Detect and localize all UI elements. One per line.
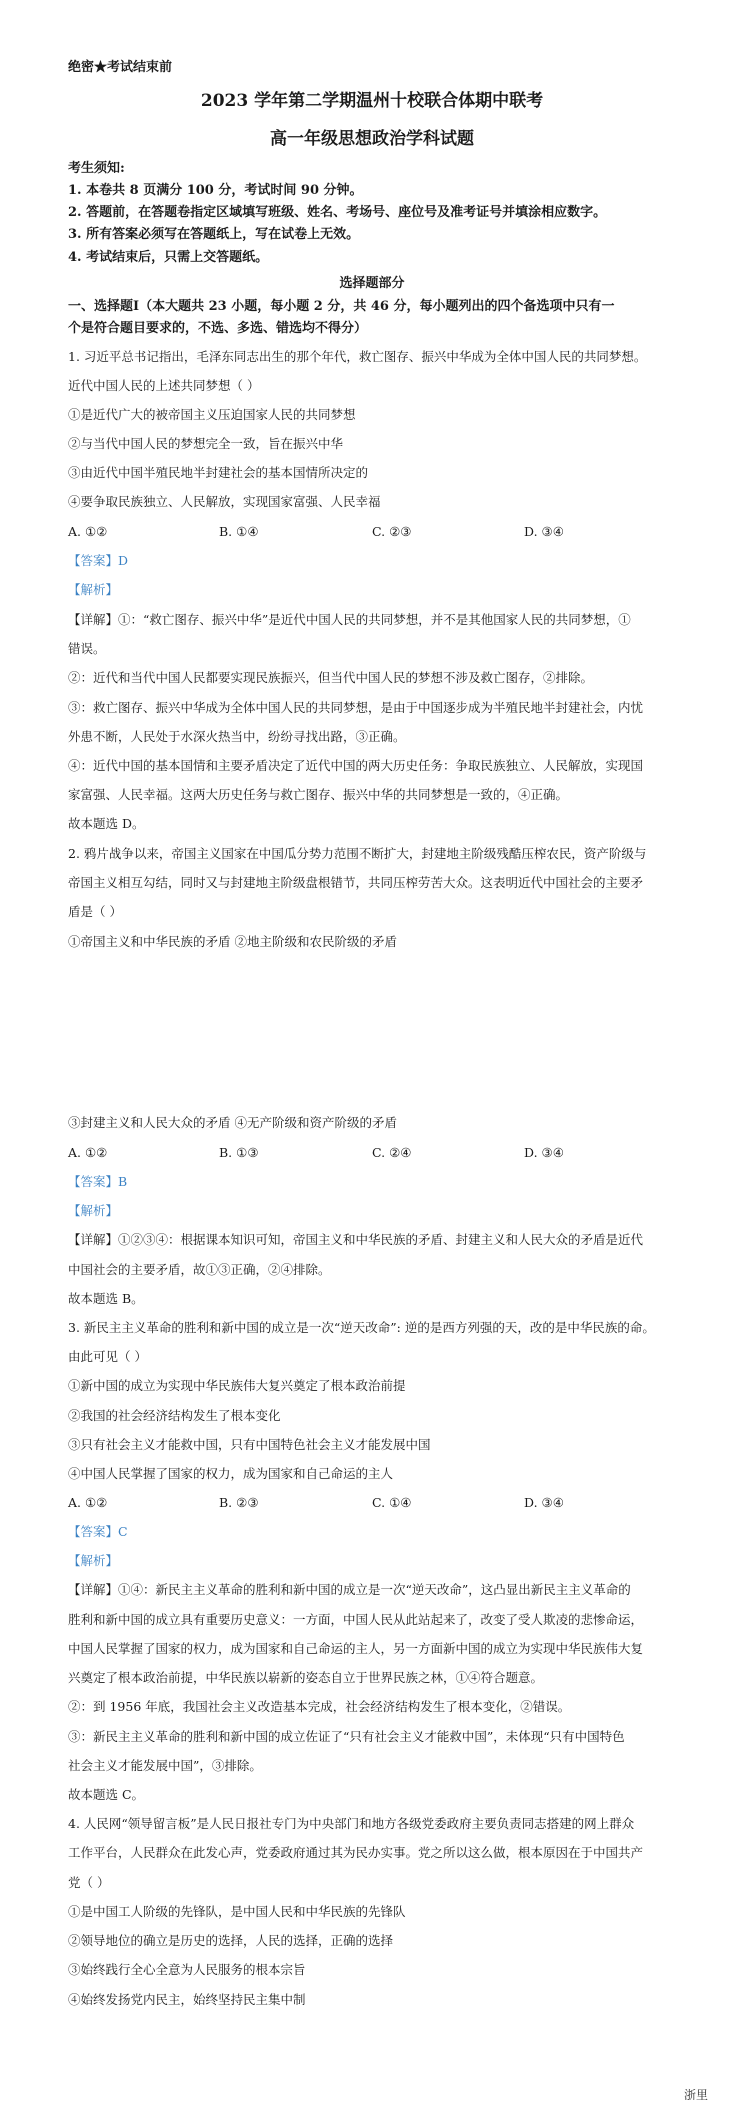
section-title: 选择题部分 [339, 276, 405, 291]
option-a: A. ①② [68, 1145, 108, 1160]
analysis-label: 【解析】 [68, 1203, 119, 1218]
explanation-line: 错误。 [68, 641, 106, 656]
option-b: B. ①④ [219, 524, 259, 539]
explanation-line: 家富强、人民幸福。这两大历史任务与救亡图存、振兴中华的共同梦想是一致的，④正确。 [68, 787, 569, 802]
statement: ④中国人民掌握了国家的权力，成为国家和自己命运的主人 [68, 1466, 394, 1481]
exam-subtitle: 高一年级思想政治学科试题 [270, 129, 474, 149]
question-stem: 党（ ） [68, 1875, 110, 1890]
explanation-line: 兴奠定了根本政治前提，中华民族以崭新的姿态自立于世界民族之林，①④符合题意。 [68, 1670, 544, 1685]
question-stem: 盾是（ ） [68, 904, 122, 919]
question-stem: 近代中国人民的上述共同梦想（ ） [68, 378, 260, 393]
option-a: A. ①② [68, 1495, 108, 1510]
statement: ④要争取民族独立、人民解放，实现国家富强、人民幸福 [68, 494, 381, 509]
statement: ③只有社会主义才能救中国，只有中国特色社会主义才能发展中国 [68, 1437, 431, 1452]
section-intro: 个是符合题目要求的，不选、多选、错选均不得分） [68, 321, 368, 336]
statement: ②领导地位的确立是历史的选择，人民的选择，正确的选择 [68, 1933, 394, 1948]
explanation-line: 中国人民掌握了国家的权力，成为国家和自己命运的主人，另一方面新中国的成立为实现中华民族伟大复 [68, 1641, 644, 1656]
notice-item: 4. 考试结束后，只需上交答题纸。 [68, 250, 269, 265]
statement: ③封建主义和人民大众的矛盾 ④无产阶级和资产阶级的矛盾 [68, 1115, 397, 1130]
statement: ①是中国工人阶级的先锋队，是中国人民和中华民族的先锋队 [68, 1904, 406, 1919]
answer-label: 【答案】B [68, 1174, 128, 1189]
explanation-line: 外患不断，人民处于水深火热当中，纷纷寻找出路，③正确。 [68, 729, 406, 744]
statement: ①新中国的成立为实现中华民族伟大复兴奠定了根本政治前提 [68, 1378, 406, 1393]
answer-label: 【答案】D [68, 553, 129, 568]
section-intro: 一、选择题Ⅰ（本大题共 23 小题，每小题 2 分，共 46 分，每小题列出的四个备选项中只有一 [68, 299, 615, 314]
explanation-line: ④：近代中国的基本国情和主要矛盾决定了近代中国的两大历史任务：争取民族独立、人民解放，实现国 [68, 758, 644, 773]
question-stem: 4. 人民网“领导留言板”是人民日报社专门为中央部门和地方各级党委政府主要负责同志搭建的网上群众 [68, 1816, 635, 1831]
option-d: D. ③④ [524, 524, 564, 539]
option-b: B. ②③ [219, 1495, 259, 1510]
option-d: D. ③④ [524, 1495, 564, 1510]
explanation-line: 胜利和新中国的成立具有重要历史意义：一方面，中国人民从此站起来了，改变了受人欺凌的悲惨命运， [68, 1612, 644, 1627]
explanation-line: 【详解】①④：新民主主义革命的胜利和新中国的成立是一次“逆天改命”，这凸显出新民主主义革命的 [68, 1582, 631, 1597]
explanation-line: 中国社会的主要矛盾，故①③正确，②④排除。 [68, 1262, 331, 1277]
confidential-label: 绝密★考试结束前 [68, 60, 173, 75]
statement: ④始终发扬党内民主，始终坚持民主集中制 [68, 1992, 306, 2007]
explanation-line: 故本题选 B。 [68, 1291, 144, 1306]
statement: ①帝国主义和中华民族的矛盾 ②地主阶级和农民阶级的矛盾 [68, 934, 397, 949]
statement: ③由近代中国半殖民地半封建社会的基本国情所决定的 [68, 465, 369, 480]
footer-watermark: 浙里 [683, 2088, 708, 2102]
option-d: D. ③④ [524, 1145, 564, 1160]
statement: ②与当代中国人民的梦想完全一致，旨在振兴中华 [68, 436, 344, 451]
exam-title: 2023 学年第二学期温州十校联合体期中联考 [200, 91, 544, 111]
option-a: A. ①② [68, 524, 108, 539]
notice-item: 1. 本卷共 8 页满分 100 分，考试时间 90 分钟。 [68, 183, 363, 198]
question-stem: 由此可见（ ） [68, 1349, 147, 1364]
explanation-line: 社会主义才能发展中国”，③排除。 [68, 1758, 262, 1773]
question-stem: 帝国主义相互勾结，同时又与封建地主阶级盘根错节，共同压榨劳苦大众。这表明近代中国社会的主要矛 [68, 875, 644, 890]
explanation-line: 【详解】①②③④：根据课本知识可知，帝国主义和中华民族的矛盾、封建主义和人民大众的矛盾是近代 [68, 1232, 644, 1247]
option-c: C. ②③ [372, 524, 412, 539]
explanation-line: 故本题选 D。 [68, 816, 145, 831]
option-b: B. ①③ [219, 1145, 259, 1160]
question-stem: 工作平台，人民群众在此发心声，党委政府通过其为民办实事。党之所以这么做，根本原因在于中国共产 [68, 1845, 644, 1860]
notice-item: 3. 所有答案必须写在答题纸上，写在试卷上无效。 [68, 227, 360, 242]
statement: ②我国的社会经济结构发生了根本变化 [68, 1408, 281, 1423]
option-c: C. ②④ [372, 1145, 412, 1160]
answer-label: 【答案】C [68, 1524, 128, 1539]
statement: ③始终践行全心全意为人民服务的根本宗旨 [68, 1962, 306, 1977]
analysis-label: 【解析】 [68, 582, 119, 597]
explanation-line: ③：新民主主义革命的胜利和新中国的成立佐证了“只有社会主义才能救中国”，未体现“只有中国特色 [68, 1729, 625, 1744]
question-stem: 3. 新民主主义革命的胜利和新中国的成立是一次“逆天改命”: 逆的是西方列强的天，改的是中华民族的命。 [68, 1320, 655, 1335]
question-stem: 2. 鸦片战争以来，帝国主义国家在中国瓜分势力范围不断扩大，封建地主阶级残酷压榨农民，资产阶级与 [68, 846, 647, 861]
explanation-line: 故本题选 C。 [68, 1787, 145, 1802]
notice-item: 2. 答题前，在答题卷指定区域填写班级、姓名、考场号、座位号及准考证号并填涂相应数字。 [68, 205, 607, 220]
question-stem: 1. 习近平总书记指出，毛泽东同志出生的那个年代，救亡图存、振兴中华成为全体中国人民的共同梦想。 [68, 349, 647, 364]
explanation-line: 【详解】①：“救亡图存、振兴中华”是近代中国人民的共同梦想，并不是其他国家人民的共同梦想，① [68, 612, 631, 627]
option-c: C. ①④ [372, 1495, 412, 1510]
analysis-label: 【解析】 [68, 1553, 119, 1568]
explanation-line: ③：救亡图存、振兴中华成为全体中国人民的共同梦想，是由于中国逐步成为半殖民地半封建社会，内忧 [68, 700, 644, 715]
explanation-line: ②：到 1956 年底，我国社会主义改造基本完成，社会经济结构发生了根本变化，②错误。 [68, 1699, 571, 1714]
explanation-line: ②：近代和当代中国人民都要实现民族振兴，但当代中国人民的梦想不涉及救亡图存，②排除。 [68, 670, 594, 685]
notice-heading: 考生须知: [68, 161, 125, 176]
statement: ①是近代广大的被帝国主义压迫国家人民的共同梦想 [68, 407, 356, 422]
